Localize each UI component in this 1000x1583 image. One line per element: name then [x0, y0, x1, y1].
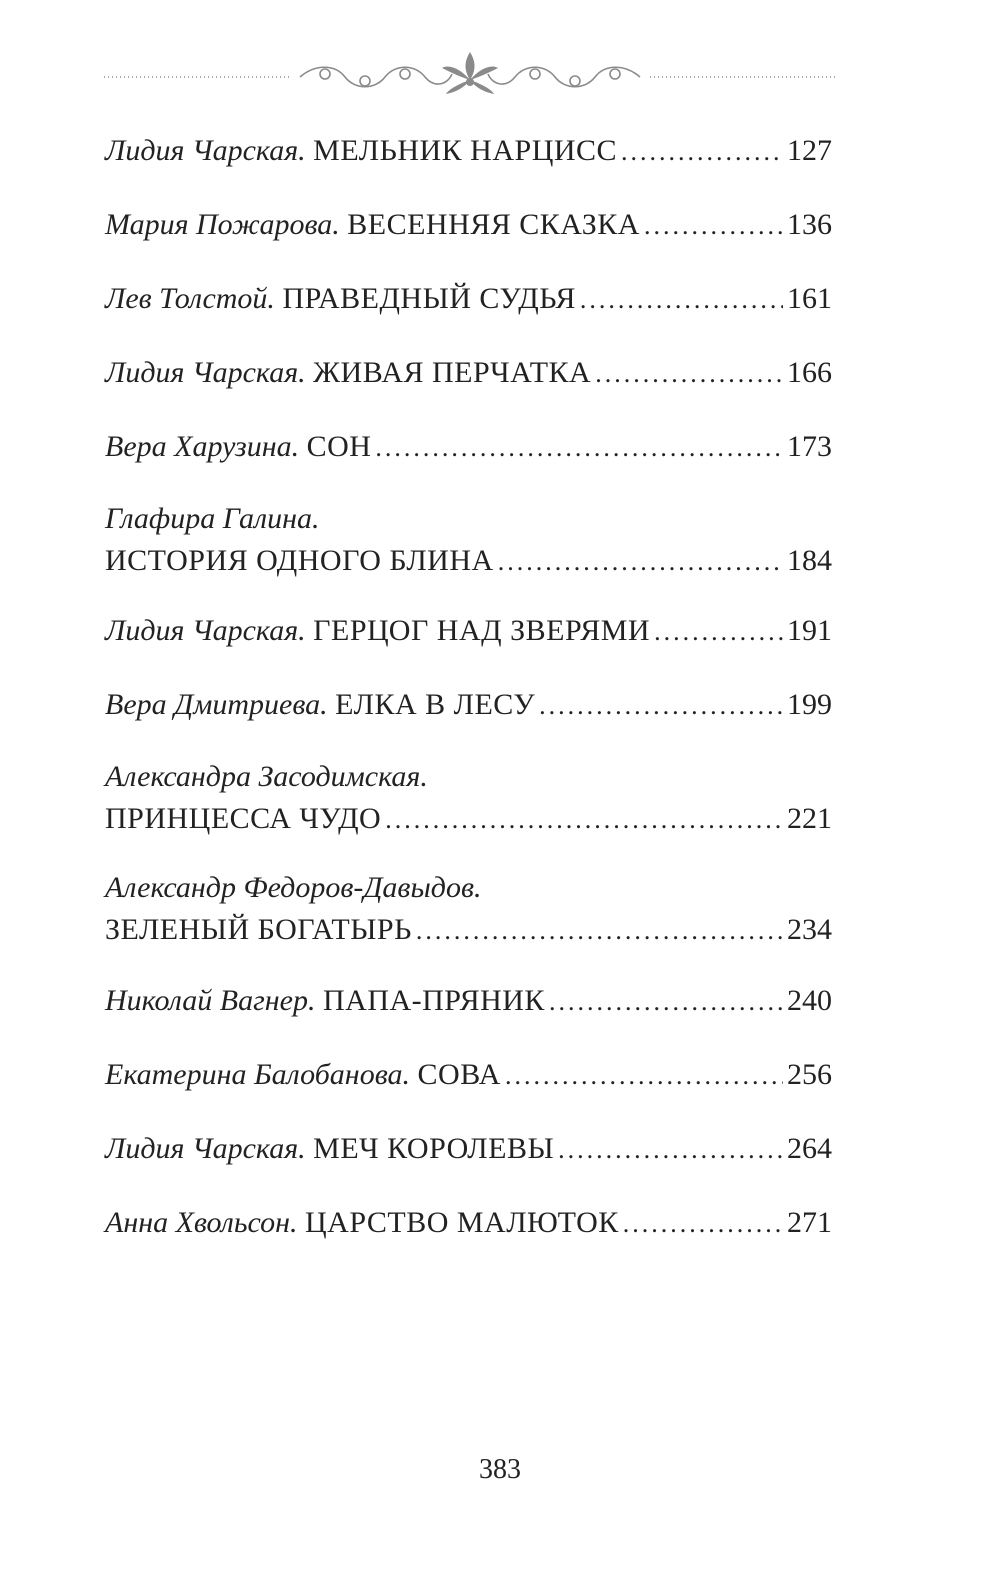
toc-page-number: 191 [787, 614, 832, 647]
toc-entry [105, 352, 832, 395]
dot-leader [595, 353, 783, 395]
toc-entry [105, 204, 832, 247]
toc-title: ЗЕЛЕНЫЙ БОГАТЫРЬ [105, 913, 412, 946]
toc-title: МЕЛЬНИК НАРЦИСС [313, 134, 618, 167]
toc-page-number: 264 [787, 1132, 832, 1165]
toc-page-number: 199 [787, 688, 832, 721]
toc-page-number: 166 [787, 356, 832, 389]
toc-page-number: 136 [787, 208, 832, 241]
toc-author: Лидия Чарская. [105, 134, 306, 167]
ornamental-divider-icon [100, 44, 840, 104]
dot-leader [375, 427, 783, 469]
dot-leader [654, 611, 783, 653]
toc-entry [105, 610, 832, 653]
toc-page-number: 256 [787, 1058, 832, 1091]
toc-page-number: 240 [787, 984, 832, 1017]
toc-title: МЕЧ КОРОЛЕВЫ [313, 1132, 555, 1165]
dot-leader [558, 1129, 783, 1171]
dot-leader [539, 685, 783, 727]
toc-author: Николай Вагнер. [105, 984, 316, 1017]
toc-entry [105, 278, 832, 321]
toc-page-number: 221 [787, 802, 832, 835]
toc-entry [105, 867, 832, 952]
toc-author: Вера Дмитриева. [105, 688, 328, 721]
toc-title: ЦАРСТВО МАЛЮТОК [304, 1206, 619, 1239]
toc-author: Лев Толстой. [105, 282, 275, 315]
toc-author: Лидия Чарская. [105, 1132, 306, 1165]
toc-title: СОВА [417, 1058, 501, 1091]
toc-entry [105, 1054, 832, 1097]
toc-author: Екатерина Балобанова. [105, 1058, 411, 1091]
toc-entry [105, 1202, 832, 1245]
toc-entry [105, 426, 832, 469]
toc-page-number: 234 [787, 913, 832, 946]
toc-title: ПРИНЦЕССА ЧУДО [105, 802, 382, 835]
toc-author: Анна Хвольсон. [105, 1206, 298, 1239]
toc-entry [105, 130, 832, 173]
toc-title: ВЕСЕННЯЯ СКАЗКА [347, 208, 640, 241]
toc-entry [105, 1128, 832, 1171]
toc-page-number: 271 [787, 1206, 832, 1239]
toc-page-number: 161 [787, 282, 832, 315]
toc-author: Лидия Чарская. [105, 614, 306, 647]
toc-author: Мария Пожарова. [105, 208, 340, 241]
toc-title: ЕЛКА В ЛЕСУ [335, 688, 536, 721]
dot-leader [623, 1203, 783, 1245]
toc-author: Лидия Чарская. [105, 356, 306, 389]
dot-leader [505, 1055, 783, 1097]
toc-author: Александра Засодимская. [105, 760, 428, 793]
toc-entry [105, 498, 832, 583]
dot-leader [416, 910, 783, 952]
dot-leader [621, 131, 783, 173]
dot-leader [498, 541, 783, 583]
dot-leader [580, 279, 783, 321]
toc-title: ПРАВЕДНЫЙ СУДЬЯ [282, 282, 576, 315]
toc-entry [105, 980, 832, 1023]
toc-title: ИСТОРИЯ ОДНОГО БЛИНА [105, 544, 494, 577]
toc-title: ПАПА-ПРЯНИК [322, 984, 545, 1017]
toc-author: Александр Федоров-Давыдов. [105, 871, 482, 904]
toc-entry [105, 756, 832, 841]
toc-title: ЖИВАЯ ПЕРЧАТКА [313, 356, 592, 389]
toc-author: Глафира Галина. [105, 502, 320, 535]
toc-entry [105, 684, 832, 727]
dot-leader [385, 799, 783, 841]
toc-author: Вера Харузина. [105, 430, 300, 463]
dot-leader [549, 981, 783, 1023]
toc-page-number: 127 [787, 134, 832, 167]
toc-page-number: 173 [787, 430, 832, 463]
dot-leader [644, 205, 783, 247]
page-number: 383 [479, 1454, 521, 1485]
toc-title: СОН [306, 430, 372, 463]
toc-title: ГЕРЦОГ НАД ЗВЕРЯМИ [313, 614, 651, 647]
toc-page-number: 184 [787, 544, 832, 577]
